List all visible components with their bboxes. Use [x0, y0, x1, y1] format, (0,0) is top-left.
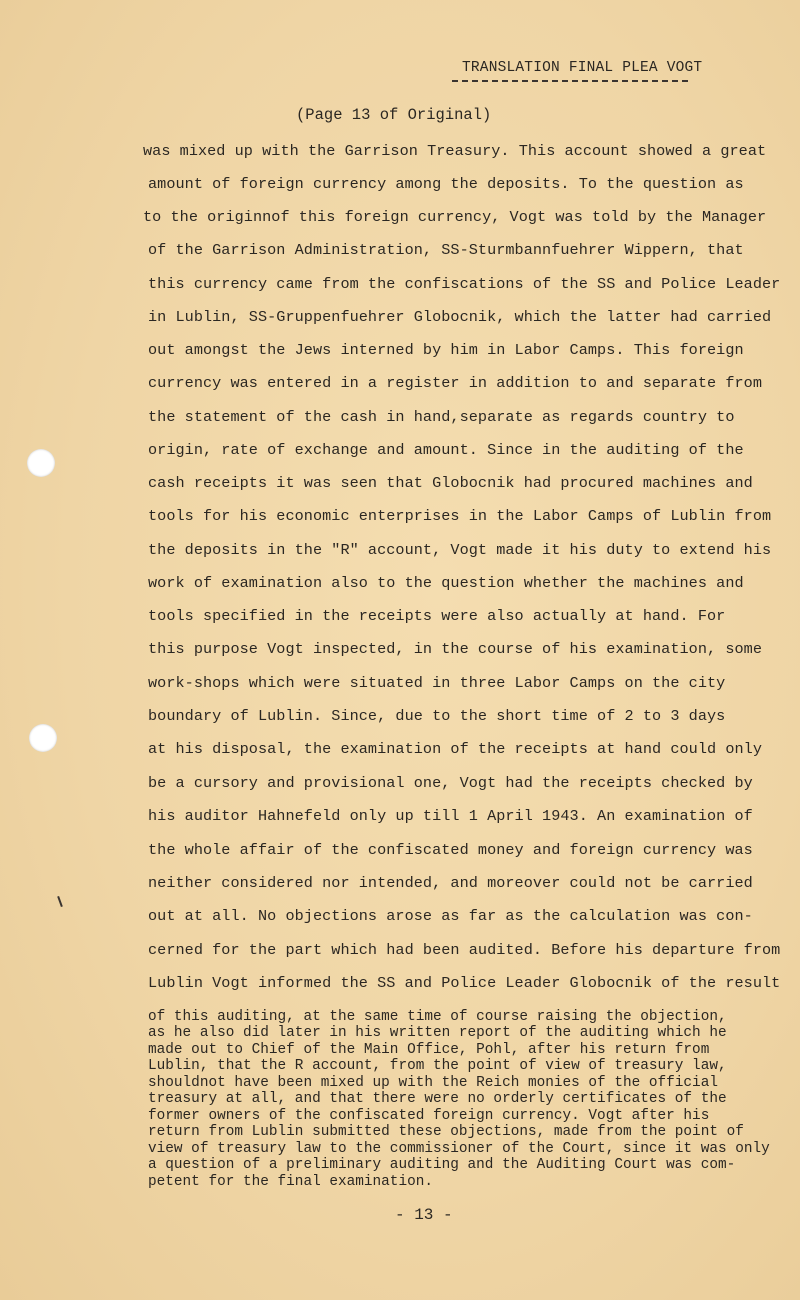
- text-line: amount of foreign currency among the deposits. To the question as: [148, 175, 744, 193]
- text-line: boundary of Lublin. Since, due to the short time of 2 to 3 days: [148, 707, 726, 725]
- text-line: tools for his economic enterprises in the Labor Camps of Lublin from: [148, 507, 772, 525]
- text-line: the whole affair of the confiscated money and foreign currency was: [148, 841, 753, 859]
- text-line: shouldnot have been mixed up with the Reich monies of the official: [148, 1075, 718, 1091]
- text-line: Lublin, that the R account, from the point of view of treasury law,: [148, 1058, 727, 1074]
- text-line: petent for the final examination.: [148, 1174, 433, 1190]
- text-line: be a cursory and provisional one, Vogt had the receipts checked by: [148, 774, 753, 792]
- text-line: Lublin Vogt informed the SS and Police Leader Globocnik of the result: [148, 974, 781, 992]
- header-underline: [452, 80, 688, 82]
- text-line: origin, rate of exchange and amount. Since in the auditing of the: [148, 441, 744, 459]
- text-line: of the Garrison Administration, SS-Sturmbannfuehrer Wippern, that: [148, 241, 744, 259]
- text-line: cerned for the part which had been audited. Before his departure from: [148, 941, 781, 959]
- text-line: to the originnof this foreign currency, Vogt was told by the Manager: [143, 208, 767, 226]
- text-line: work-shops which were situated in three Labor Camps on the city: [148, 674, 726, 692]
- page-reference: (Page 13 of Original): [296, 106, 492, 124]
- text-line: currency was entered in a register in addition to and separate from: [148, 374, 762, 392]
- text-line: at his disposal, the examination of the receipts at hand could only: [148, 740, 762, 758]
- text-line: return from Lublin submitted these objections, made from the point of: [148, 1124, 744, 1140]
- page-number: - 13 -: [395, 1206, 453, 1224]
- text-line: former owners of the confiscated foreign currency. Vogt after his: [148, 1108, 710, 1124]
- text-line: this currency came from the confiscations of the SS and Police Leader: [148, 275, 781, 293]
- text-line: made out to Chief of the Main Office, Pohl, after his return from: [148, 1042, 710, 1058]
- text-line: out at all. No objections arose as far as the calculation was con-: [148, 907, 753, 925]
- punch-hole: [27, 449, 55, 477]
- punch-hole: [29, 724, 57, 752]
- text-line: the deposits in the "R" account, Vogt made it his duty to extend his: [148, 541, 772, 559]
- text-line: the statement of the cash in hand,separate as regards country to: [148, 408, 735, 426]
- text-line: treasury at all, and that there were no orderly certificates of the: [148, 1091, 727, 1107]
- text-line: work of examination also to the question whether the machines and: [148, 574, 744, 592]
- text-line: of this auditing, at the same time of course raising the objection,: [148, 1009, 727, 1025]
- text-line: as he also did later in his written report of the auditing which he: [148, 1025, 727, 1041]
- text-line: cash receipts it was seen that Globocnik had procured machines and: [148, 474, 753, 492]
- text-line: was mixed up with the Garrison Treasury. This account showed a great: [143, 142, 767, 160]
- margin-mark: [57, 896, 63, 907]
- text-line: a question of a preliminary auditing and the Auditing Court was com-: [148, 1157, 736, 1173]
- text-line: neither considered nor intended, and moreover could not be carried: [148, 874, 753, 892]
- text-line: his auditor Hahnefeld only up till 1 April 1943. An examination of: [148, 807, 753, 825]
- text-line: view of treasury law to the commissioner of the Court, since it was only: [148, 1141, 770, 1157]
- text-line: this purpose Vogt inspected, in the course of his examination, some: [148, 640, 762, 658]
- header-title: TRANSLATION FINAL PLEA VOGT: [462, 60, 703, 76]
- text-line: in Lublin, SS-Gruppenfuehrer Globocnik, which the latter had carried: [148, 308, 772, 326]
- text-line: out amongst the Jews interned by him in Labor Camps. This foreign: [148, 341, 744, 359]
- text-line: tools specified in the receipts were also actually at hand. For: [148, 607, 726, 625]
